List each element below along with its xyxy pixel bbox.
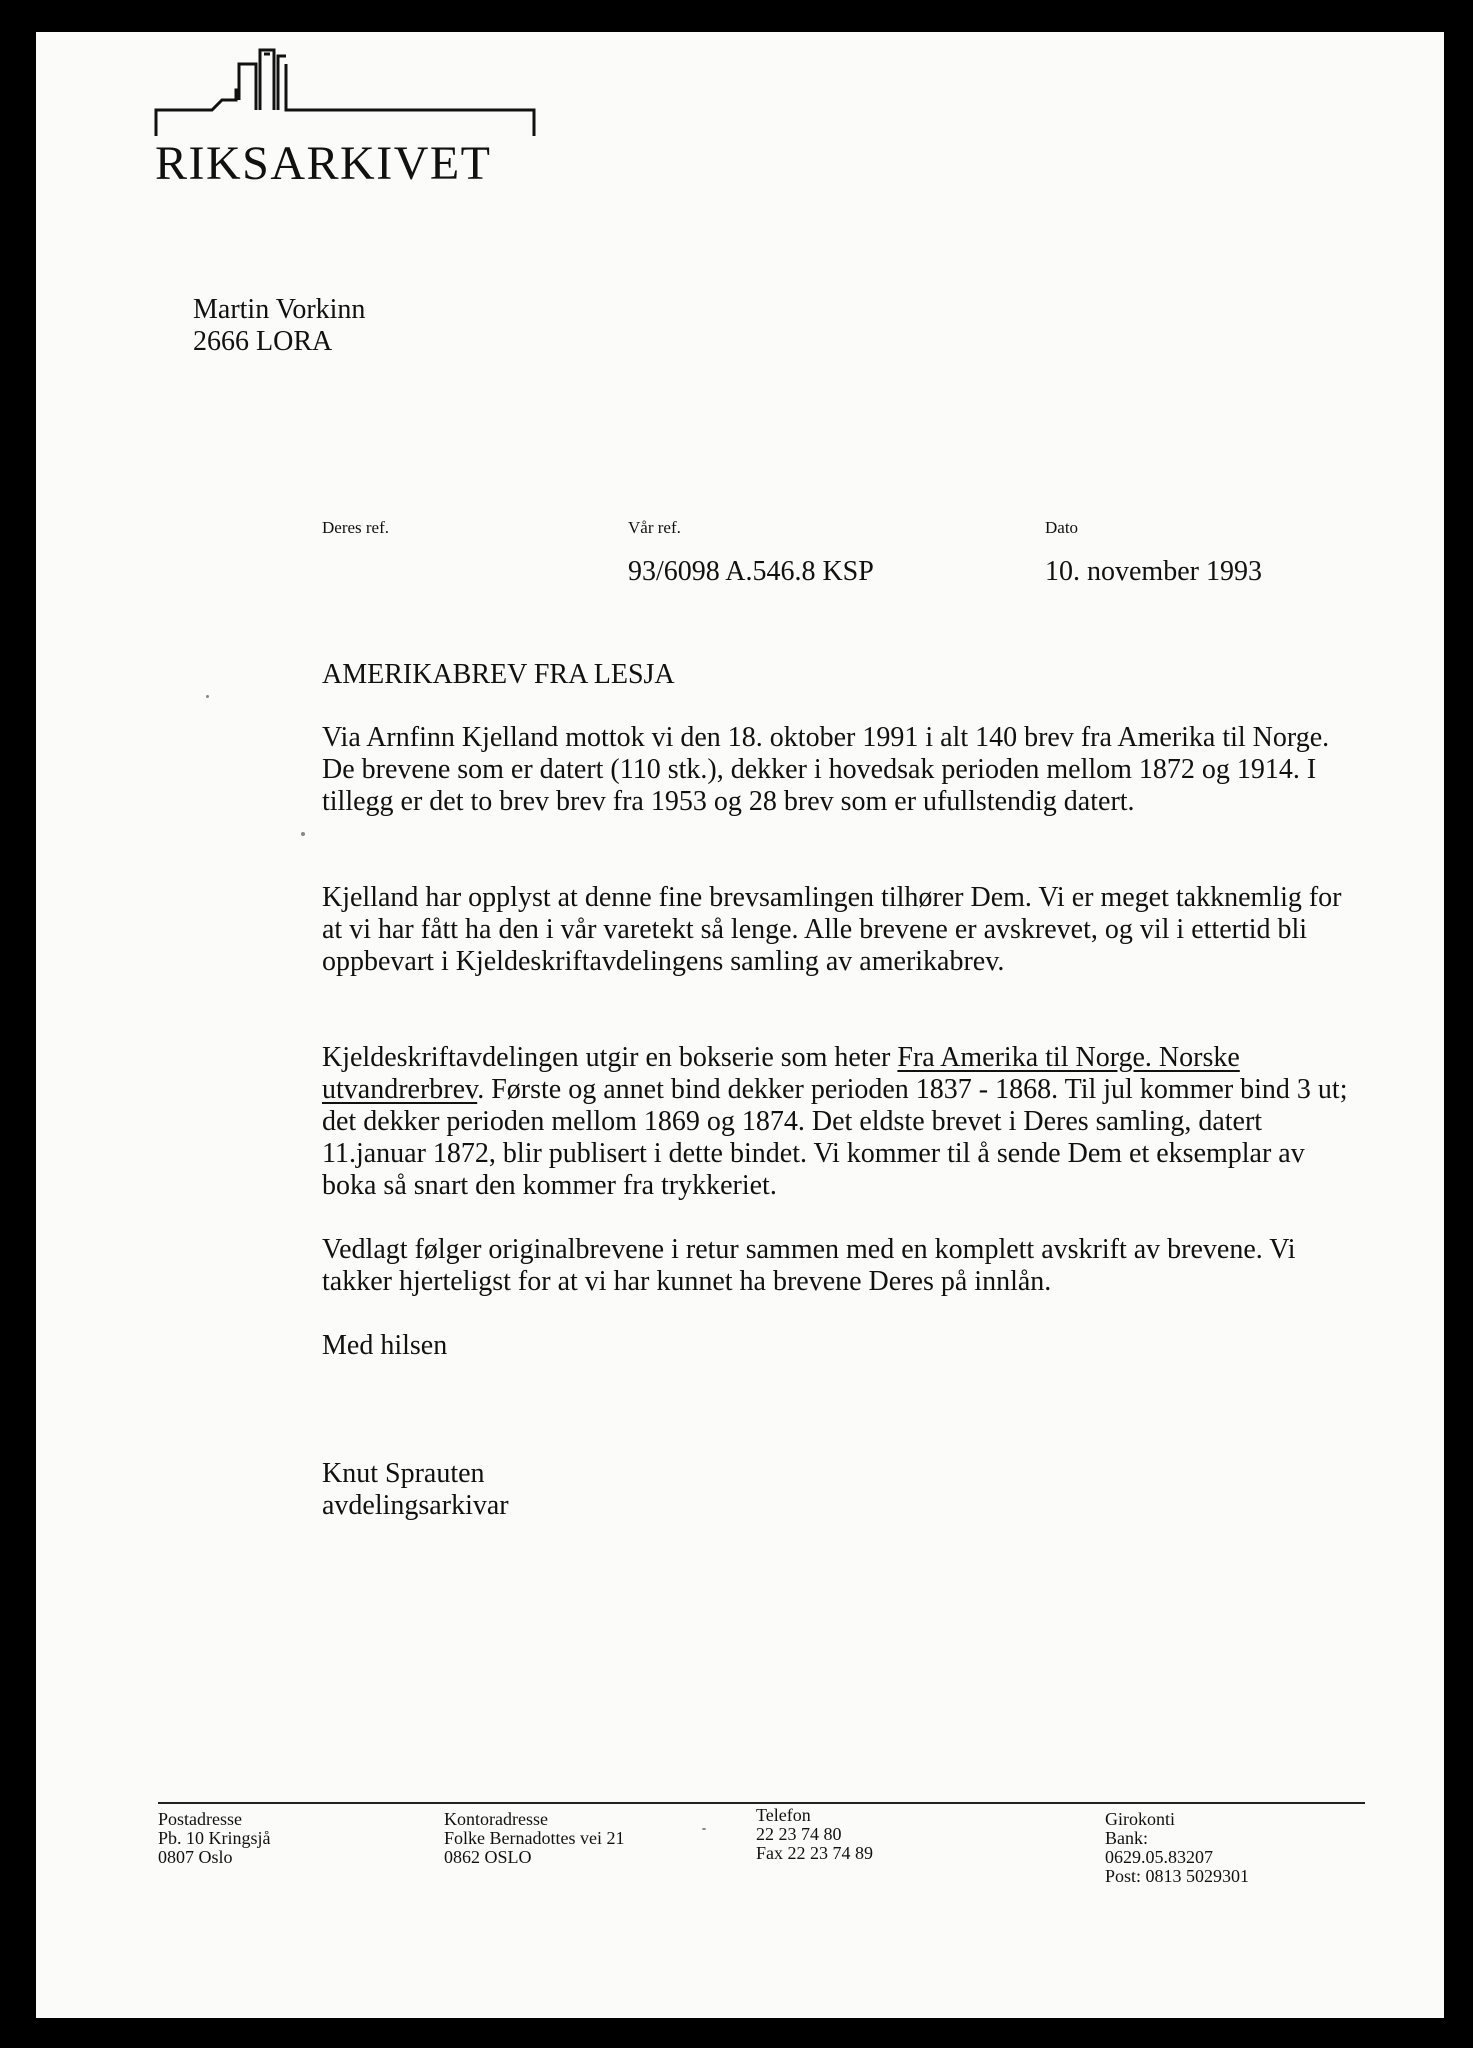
- footer-office-city: 0862 OSLO: [444, 1847, 532, 1867]
- letter-page: [36, 32, 1444, 2018]
- paragraph-1: [322, 722, 1366, 818]
- paragraph-3-intro: Kjeldeskriftavdelingen utgir en bokserie som heter: [322, 1042, 898, 1073]
- footer-giro-label: Girokonti: [1105, 1809, 1175, 1829]
- recipient-name: Martin Vorkinn: [193, 294, 366, 325]
- scan-speck: [206, 695, 209, 698]
- footer-office-label: Kontoradresse: [444, 1809, 548, 1829]
- paragraph-4-text: Vedlagt følger originalbrevene i retur sammen med en komplett avskrift av brevene. Vi takker hjerteligst for at vi har kunnet ha brevene Deres på innlån.: [322, 1234, 1296, 1297]
- riksarkivet-logo-icon: [154, 40, 540, 136]
- paragraph-2: [322, 882, 1366, 978]
- closing-greeting: Med hilsen: [322, 1330, 448, 1361]
- scan-speck: [702, 1828, 706, 1830]
- deres-ref-label: Deres ref.: [322, 518, 390, 537]
- footer-divider: [158, 1802, 1365, 1804]
- paragraph-1-text: Via Arnfinn Kjelland mottok vi den 18. oktober 1991 i alt 140 brev fra Amerika til Norge. De brevene som er datert (110 stk.), dekker i hovedsak perioden mellom 1872 og 1914. I tillegg er det to brev brev fra 1953 og 28 brev som er ufullstendig datert.: [322, 722, 1330, 817]
- footer-phone-label: Telefon: [756, 1805, 811, 1825]
- footer-phone: [756, 1806, 873, 1863]
- footer-phone-number: 22 23 74 80: [756, 1824, 842, 1844]
- footer-bank-label: Bank:: [1105, 1828, 1148, 1848]
- var-ref-label: Vår ref.: [628, 518, 681, 537]
- paragraph-3-rest: . Første og annet bind dekker perioden 1837 - 1868. Til jul kommer bind 3 ut; det dekker perioden mellom 1869 og 1874. Det eldste brevet i Deres samling, datert 11.januar 1872, blir publisert i dette bindet. Vi kommer til å sende Dem et eksemplar av boka så snart den kommer fra trykkeriet.: [322, 1074, 1348, 1201]
- recipient-address: 2666 LORA: [193, 326, 333, 357]
- paragraph-3: [322, 1042, 1366, 1202]
- footer-postal-label: Postadresse: [158, 1809, 242, 1829]
- footer-giro: [1105, 1810, 1249, 1886]
- footer-bank-account: 0629.05.83207: [1105, 1847, 1213, 1867]
- date-value: 10. november 1993: [1045, 556, 1262, 587]
- footer-fax-number: Fax 22 23 74 89: [756, 1843, 873, 1863]
- footer-postal-address: [158, 1810, 271, 1867]
- footer-office-address: [444, 1810, 624, 1867]
- signature-name: Knut Sprauten: [322, 1458, 485, 1489]
- footer-office-street: Folke Bernadottes vei 21: [444, 1828, 625, 1848]
- book-series-title: Fra Amerika til Norge. Norske utvandrerbrev: [322, 1042, 1240, 1105]
- footer-post-account: Post: 0813 5029301: [1105, 1866, 1250, 1886]
- paragraph-2-text: Kjelland har opplyst at denne fine brevsamlingen tilhører Dem. Vi er meget takknemlig for at vi har fått ha den i vår varetekt så lenge. Alle brevene er avskrevet, og vil i ettertid bli oppbevart i Kjeldeskriftavdelingens samling av amerikabrev.: [322, 882, 1342, 977]
- footer-postal-box: Pb. 10 Kringsjå: [158, 1828, 271, 1848]
- dato-label: Dato: [1045, 518, 1079, 537]
- scan-speck: [301, 832, 305, 836]
- var-ref-value: 93/6098 A.546.8 KSP: [628, 556, 874, 587]
- footer-postal-city: 0807 Oslo: [158, 1847, 233, 1867]
- signature-title: avdelingsarkivar: [322, 1490, 509, 1521]
- paragraph-4: [322, 1234, 1366, 1298]
- subject-heading: AMERIKABREV FRA LESJA: [322, 659, 675, 690]
- letterhead-title: RIKSARKIVET: [155, 137, 492, 190]
